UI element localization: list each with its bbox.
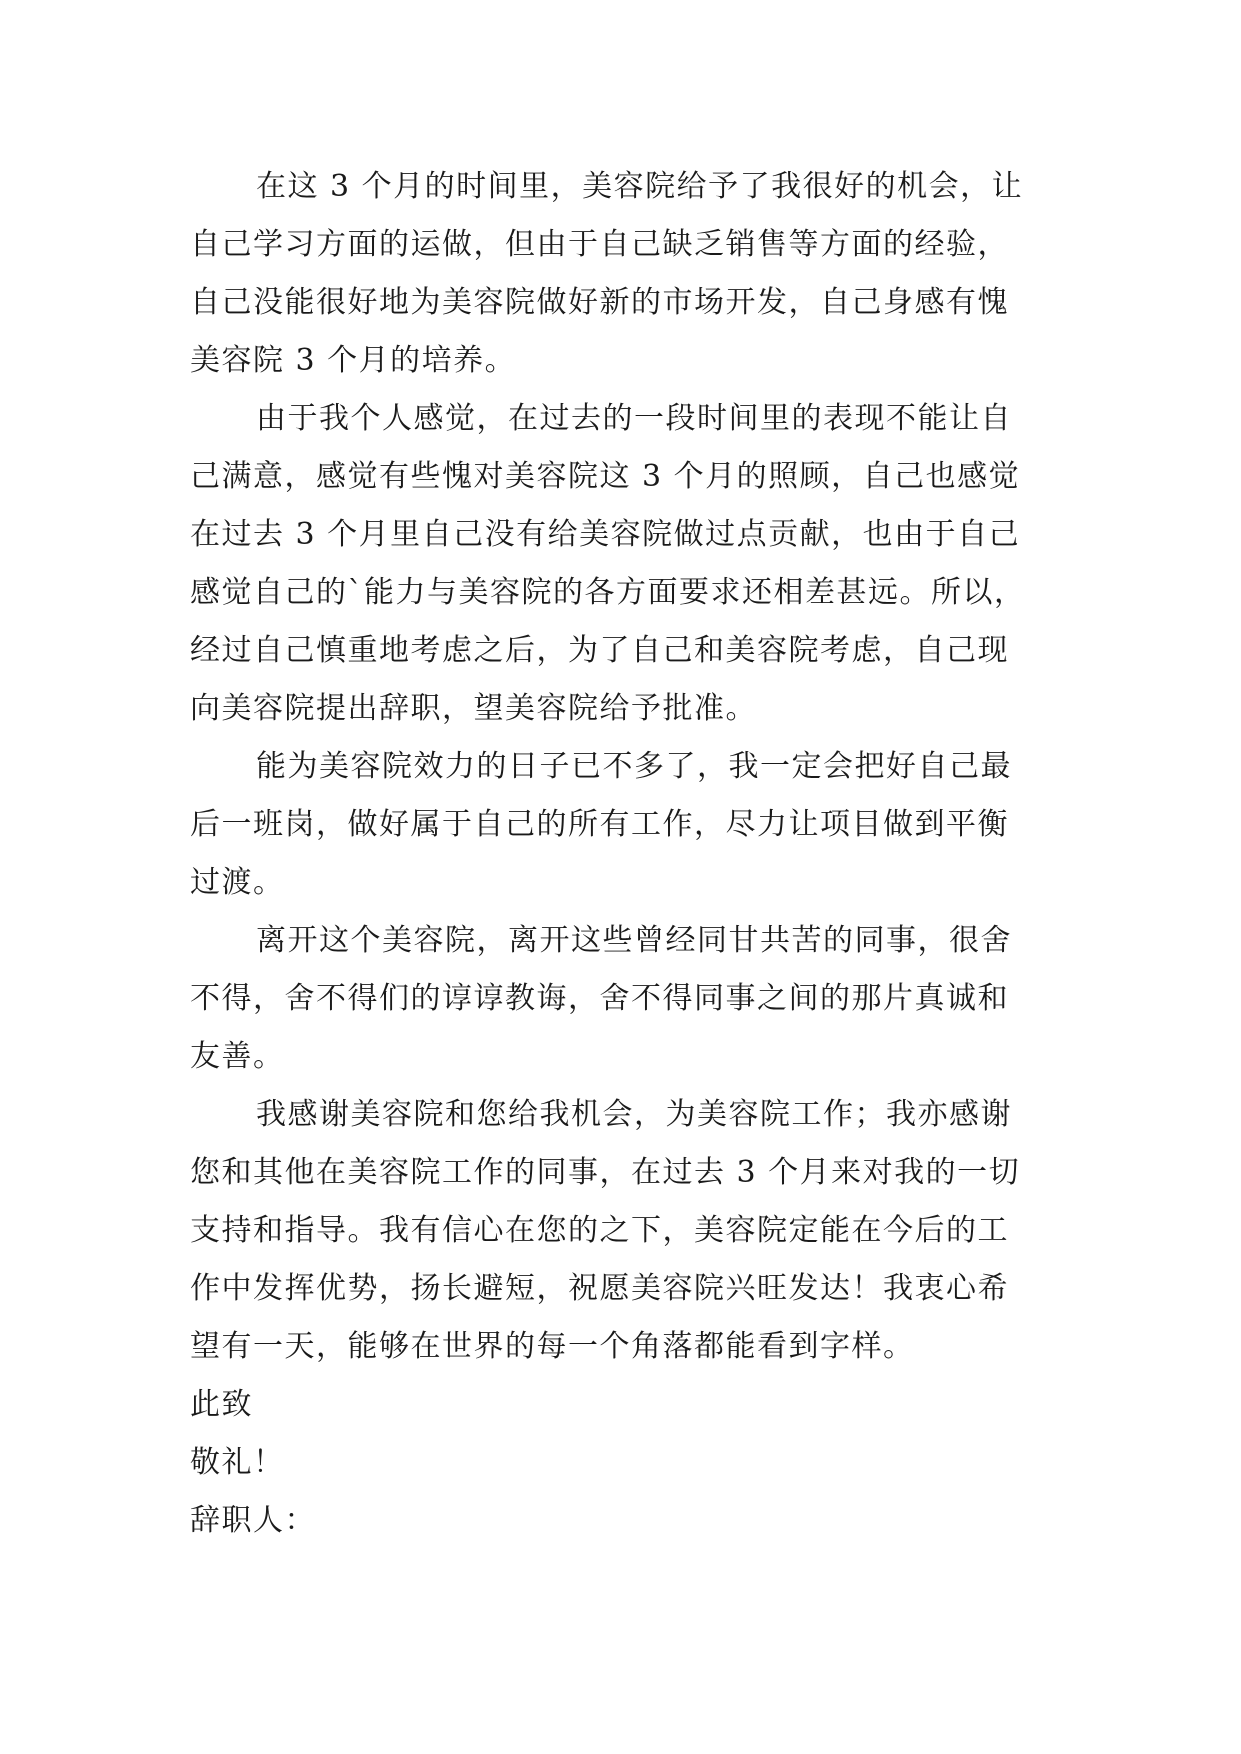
paragraph-3 [190, 738, 1060, 912]
text-line: 望有一天，能够在世界的每一个角落都能看到字样。 [190, 1329, 915, 1364]
text-line: 己满意，感觉有些愧对美容院这 3 个月的照顾，自己也感觉 [190, 459, 1021, 494]
text-line: 能为美容院效力的日子已不多了，我一定会把好自己最 [256, 749, 1012, 784]
letter-body [190, 158, 1060, 1550]
paragraph-1 [190, 158, 1060, 390]
text-line: 自己没能很好地为美容院做好新的市场开发，自己身感有愧 [190, 285, 1009, 320]
text-line: 支持和指导。我有信心在您的之下，美容院定能在今后的工 [190, 1213, 1009, 1248]
text-line: 美容院 3 个月的培养。 [190, 343, 517, 378]
text-line: 后一班岗，做好属于自己的所有工作，尽力让项目做到平衡 [190, 807, 1009, 842]
text-line: 在这 3 个月的时间里，美容院给予了我很好的机会，让 [256, 169, 1024, 204]
closing [190, 1376, 1060, 1550]
closing-salutation: 此致 [190, 1387, 253, 1422]
text-line: 在过去 3 个月里自己没有给美容院做过点贡献，也由于自己 [190, 517, 1021, 552]
text-line: 感觉自己的`能力与美容院的各方面要求还相差甚远。所以， [190, 575, 1026, 610]
text-line: 不得，舍不得们的谆谆教诲，舍不得同事之间的那片真诚和 [190, 981, 1009, 1016]
text-line: 由于我个人感觉，在过去的一段时间里的表现不能让自 [256, 401, 1012, 436]
text-line: 我感谢美容院和您给我机会，为美容院工作；我亦感谢 [256, 1097, 1012, 1132]
text-line: 经过自己慎重地考虑之后，为了自己和美容院考虑，自己现 [190, 633, 1009, 668]
text-line: 作中发挥优势，扬长避短，祝愿美容院兴旺发达！我衷心希 [190, 1271, 1009, 1306]
text-line: 您和其他在美容院工作的同事，在过去 3 个月来对我的一切 [190, 1155, 1021, 1190]
signer-label: 辞职人： [190, 1503, 316, 1538]
paragraph-2 [190, 390, 1060, 738]
text-line: 自己学习方面的运做，但由于自己缺乏销售等方面的经验， [190, 227, 1009, 262]
text-line: 友善。 [190, 1039, 285, 1074]
text-line: 离开这个美容院，离开这些曾经同甘共苦的同事，很舍 [256, 923, 1012, 958]
paragraph-4 [190, 912, 1060, 1086]
paragraph-5 [190, 1086, 1060, 1376]
text-line: 向美容院提出辞职，望美容院给予批准。 [190, 691, 757, 726]
closing-regards: 敬礼！ [190, 1445, 285, 1480]
text-line: 过渡。 [190, 865, 285, 900]
